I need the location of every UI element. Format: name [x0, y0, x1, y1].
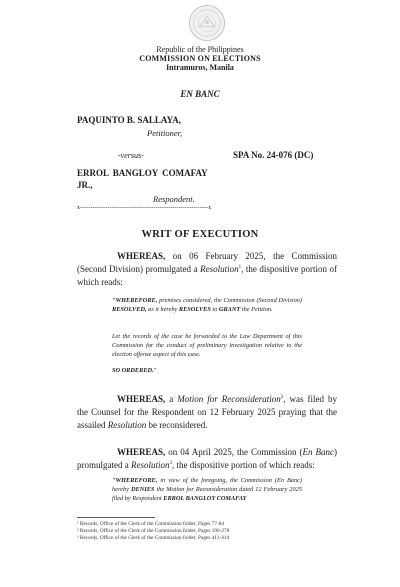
header-commission: COMMISSION ON ELECTIONS — [139, 54, 261, 63]
whereas-lead: WHEREAS, — [117, 251, 166, 261]
respondent-role: Respondent. — [153, 194, 195, 204]
respondent-name-suffix: JR., — [77, 180, 93, 190]
whereas-paragraph-2: WHEREAS, a Motion for Reconsideration$^2$, was filed by the Counsel for the Respondent on 12 February 2025 praying that the assailed Resolution be reconsidered. — [77, 394, 337, 430]
footnote-separator — [77, 517, 155, 518]
caption-x-line: x-------------------------------------------------------------x — [77, 205, 212, 211]
quote-so-ordered: SO ORDERED." — [112, 367, 157, 374]
footnote-3: ³ Records, Office of the Clerk of the Commission folder, Pages 411-414 — [77, 535, 230, 541]
footnote-ref-1: 1 — [238, 264, 242, 270]
versus-label: -versus- — [118, 151, 144, 160]
case-number: SPA No. 24-076 (DC) — [233, 150, 314, 160]
footnote-1: ¹ Records, Office of the Clerk of the Commission folder, Pages 77-84 — [77, 521, 225, 527]
header-republic: Republic of the Philippines — [156, 45, 244, 54]
quote-dispositive-1: "WHEREFORE, premises considered, the Commission (Second Division) RESOLVED, as it hereby RESOLVES to GRANT the Petition. — [112, 297, 302, 313]
comelec-seal-icon — [188, 4, 226, 42]
footnote-ref-3: 3 — [169, 460, 172, 466]
header-location: Intramuros, Manila — [166, 63, 234, 72]
whereas-paragraph-3: WHEREAS, on 04 April 2025, the Commission (En Banc) promulgated a Resolution$^3$, the dispositive portion of which reads: — [77, 447, 337, 470]
whereas-paragraph-1: WHEREAS, on 06 February 2025, the Commission (Second Division) promulgated a Resolution$^1$, the dispositive portion of which reads: — [77, 251, 337, 287]
quote-dispositive-1-p2: Let the records of the case be forwarded to the Law Department of this Commission for the conduct of preliminary investigation relative to the election offense aspect of this case. — [112, 333, 302, 358]
petitioner-role: Petitioner, — [147, 128, 183, 138]
document-title: WRIT OF EXECUTION — [141, 229, 259, 240]
respondent-name: ERROL BANGLOY COMAFAY — [77, 168, 208, 178]
footnote-ref-2: 2 — [280, 395, 284, 400]
en-banc-heading: EN BANC — [180, 89, 220, 99]
petitioner-name: PAQUINTO B. SALLAYA, — [77, 115, 182, 125]
quote-dispositive-2: "WHEREFORE, in view of the foregoing, the Commission (En Banc) hereby DENIES the Motion for Reconsideration dated 12 February 2025 filed by Respondent ERROL BANGLOY COMAFAY — [112, 477, 302, 502]
footnote-2: ² Records, Office of the Clerk of the Commission folder, Pages 196-278 — [77, 528, 230, 534]
